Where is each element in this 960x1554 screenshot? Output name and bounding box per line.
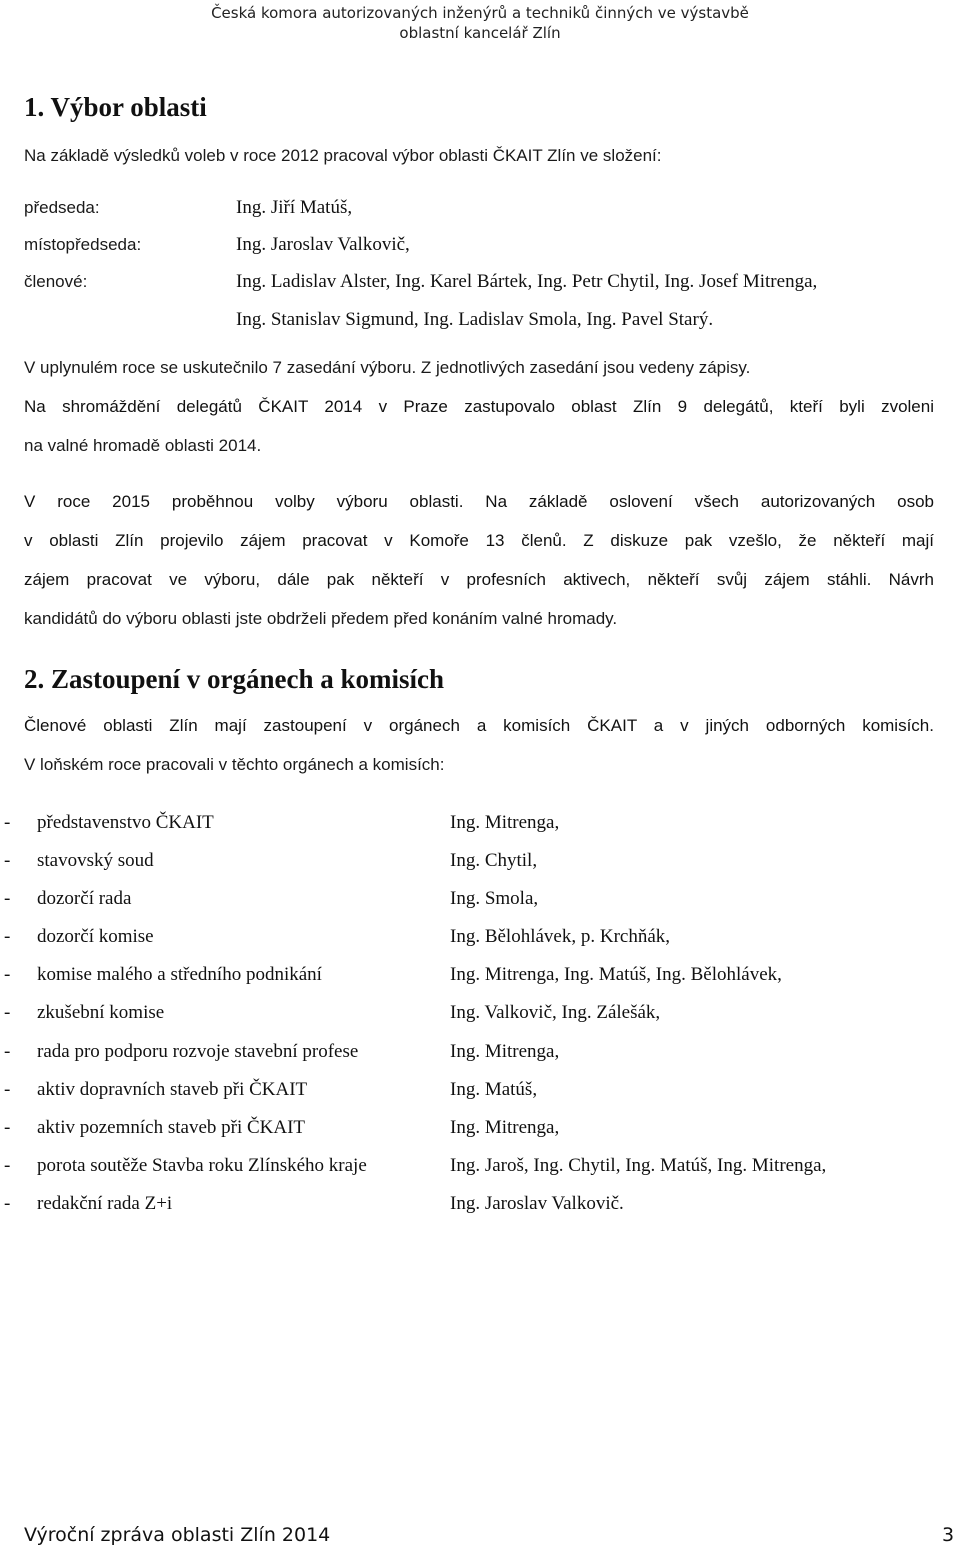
list-dash: -: [4, 1155, 11, 1176]
header-organization: Česká komora autorizovaných inženýrů a techniků činných ve výstavbě: [211, 4, 749, 22]
committee-name: aktiv pozemních staveb při ČKAIT: [37, 1117, 306, 1138]
list-item: [0, 1041, 960, 1071]
chair-value: Ing. Jiří Matúš,: [236, 197, 353, 218]
list-dash: -: [4, 1117, 11, 1138]
members-line-1: Ing. Ladislav Alster, Ing. Karel Bártek, Ing. Petr Chytil, Ing. Josef Mitrenga,: [236, 271, 818, 292]
committee-members: Ing. Chytil,: [450, 850, 538, 871]
section1-heading: 1. Výbor oblasti: [24, 92, 207, 122]
committee-name: stavovský soud: [37, 850, 154, 871]
list-dash: -: [4, 1193, 11, 1214]
list-item: [0, 850, 960, 880]
committee-members: Ing. Jaroslav Valkovič.: [450, 1193, 624, 1214]
committee-members: Ing. Bělohlávek, p. Krchňák,: [450, 926, 671, 947]
committee-name: zkušební komise: [37, 1002, 165, 1023]
committee-name: představenstvo ČKAIT: [37, 812, 214, 833]
list-item: [0, 926, 960, 956]
list-item: [0, 1117, 960, 1147]
committee-members: Ing. Matúš,: [450, 1079, 538, 1100]
members-label: členové:: [24, 272, 88, 291]
committee-name: rada pro podporu rozvoje stavební profese: [37, 1041, 359, 1062]
list-dash: -: [4, 850, 11, 871]
elections-paragraph-line-1: V roce 2015 proběhnou volby výboru oblasti. Na základě oslovení všech autorizovaných osob: [24, 492, 934, 511]
list-item: [0, 888, 960, 918]
list-dash: -: [4, 1079, 11, 1100]
vice-chair-label: místopředseda:: [24, 235, 142, 254]
committee-name: aktiv dopravních staveb při ČKAIT: [37, 1079, 308, 1100]
delegates-paragraph-line-1: Na shromáždění delegátů ČKAIT 2014 v Praze zastupovalo oblast Zlín 9 delegátů, kteří byli zvoleni: [24, 397, 934, 416]
list-item: [0, 812, 960, 842]
header-office: oblastní kancelář Zlín: [399, 24, 561, 42]
list-dash: -: [4, 964, 11, 985]
vice-chair-value: Ing. Jaroslav Valkovič,: [236, 234, 410, 255]
section2-intro-line-1: Členové oblasti Zlín mají zastoupení v orgánech a komisích ČKAIT a v jiných odborných komisích.: [24, 716, 934, 735]
members-line-2: Ing. Stanislav Sigmund, Ing. Ladislav Smola, Ing. Pavel Starý.: [236, 309, 714, 330]
list-dash: -: [4, 1041, 11, 1062]
list-item: [0, 964, 960, 994]
meetings-paragraph: V uplynulém roce se uskutečnilo 7 zasedání výboru. Z jednotlivých zasedání jsou vedeny zápisy.: [24, 358, 751, 377]
committee-members: Ing. Mitrenga,: [450, 1117, 560, 1138]
list-item: [0, 1079, 960, 1109]
elections-paragraph-line-4: kandidátů do výboru oblasti jste obdrželi předem před konáním valné hromady.: [24, 609, 618, 628]
list-dash: -: [4, 926, 11, 947]
footer-title: Výroční zpráva oblasti Zlín 2014: [24, 1524, 331, 1546]
list-dash: -: [4, 888, 11, 909]
committee-name: dozorčí komise: [37, 926, 154, 947]
committee-members: Ing. Valkovič, Ing. Zálešák,: [450, 1002, 661, 1023]
section1-intro: Na základě výsledků voleb v roce 2012 pracoval výbor oblasti ČKAIT Zlín ve složení:: [24, 146, 662, 165]
committee-name: redakční rada Z+i: [37, 1193, 173, 1214]
delegates-paragraph-line-2: na valné hromadě oblasti 2014.: [24, 436, 262, 455]
elections-paragraph-line-3: zájem pracovat ve výboru, dále pak někteří v profesních aktivech, někteří svůj zájem stáhli. Návrh: [24, 570, 934, 589]
committee-members: Ing. Smola,: [450, 888, 539, 909]
chair-label: předseda:: [24, 198, 100, 217]
list-dash: -: [4, 812, 11, 833]
page-number: 3: [942, 1524, 955, 1546]
committee-name: porota soutěže Stavba roku Zlínského kraje: [37, 1155, 367, 1176]
committee-name: komise malého a středního podnikání: [37, 964, 322, 985]
committee-name: dozorčí rada: [37, 888, 132, 909]
section2-intro-line-2: V loňském roce pracovali v těchto orgánech a komisích:: [24, 755, 445, 774]
list-item: [0, 1002, 960, 1032]
committee-members: Ing. Mitrenga, Ing. Matúš, Ing. Bělohlávek,: [450, 964, 782, 985]
list-dash: -: [4, 1002, 11, 1023]
committee-members: Ing. Mitrenga,: [450, 1041, 560, 1062]
list-item: [0, 1155, 960, 1185]
committee-members: Ing. Jaroš, Ing. Chytil, Ing. Matúš, Ing. Mitrenga,: [450, 1155, 827, 1176]
list-item: [0, 1193, 960, 1223]
elections-paragraph-line-2: v oblasti Zlín projevilo zájem pracovat v Komoře 13 členů. Z diskuze pak vzešlo, že někteří mají: [24, 531, 934, 550]
section2-heading: 2. Zastoupení v orgánech a komisích: [24, 664, 445, 694]
committee-members: Ing. Mitrenga,: [450, 812, 560, 833]
